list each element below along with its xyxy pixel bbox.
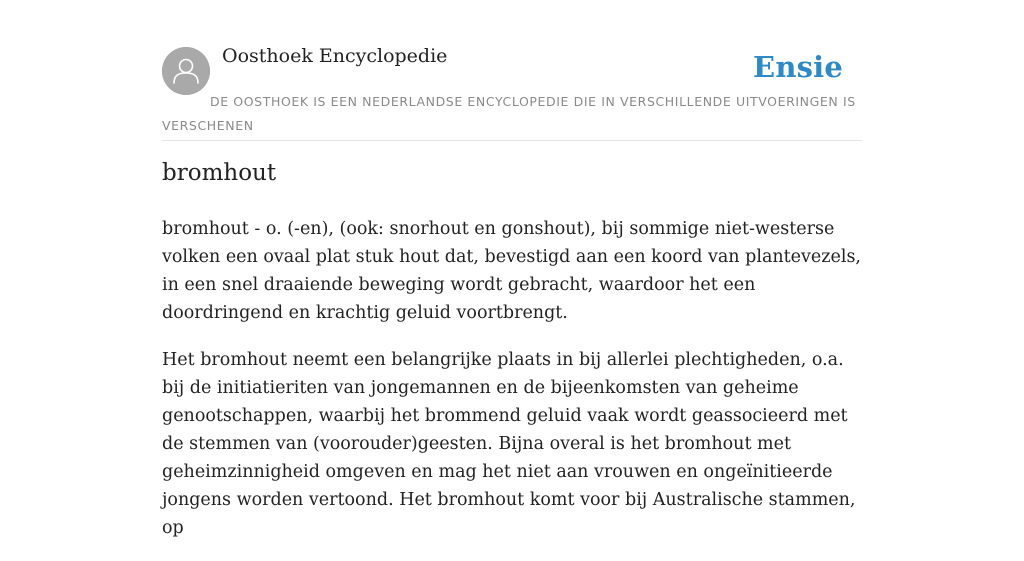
site-title[interactable]: Oosthoek Encyclopedie <box>222 45 448 67</box>
article-paragraph: bromhout - o. (-en), (ook: snorhout en gonshout), bij sommige niet-westerse volken een ovaal plat stuk hout dat, bevestigd aan een koord van plantevezels, in een snel draaiende beweging wordt gebracht, waardoor het een doordringend en krachtig geluid voortbrengt. <box>162 219 861 323</box>
brand-logo[interactable]: Ensie <box>753 50 843 84</box>
content-container <box>162 0 862 538</box>
article-body <box>162 215 862 561</box>
article-title: bromhout <box>162 160 277 186</box>
tagline: DE OOSTHOEK IS EEN NEDERLANDSE ENCYCLOPEDIE DIE IN VERSCHILLENDE UITVOERINGEN IS VERSCHENEN <box>162 94 856 133</box>
article-paragraph: Het bromhout neemt een belangrijke plaats in bij allerlei plechtigheden, o.a. bij de initiatieriten van jongemannen en de bijeenkomsten van geheime genootschappen, waarbij het brommend geluid vaak wordt geassocieerd met de stemmen van (voorouder)geesten. Bijna overal is het bromhout met geheimzinnigheid omgeven en mag het niet aan vrouwen en ongeïnitieerde jongens worden vertoond. Het bromhout komt voor bij Australische stammen, op <box>162 350 856 538</box>
header <box>162 0 862 141</box>
user-icon <box>162 47 210 95</box>
avatar[interactable] <box>162 47 210 95</box>
